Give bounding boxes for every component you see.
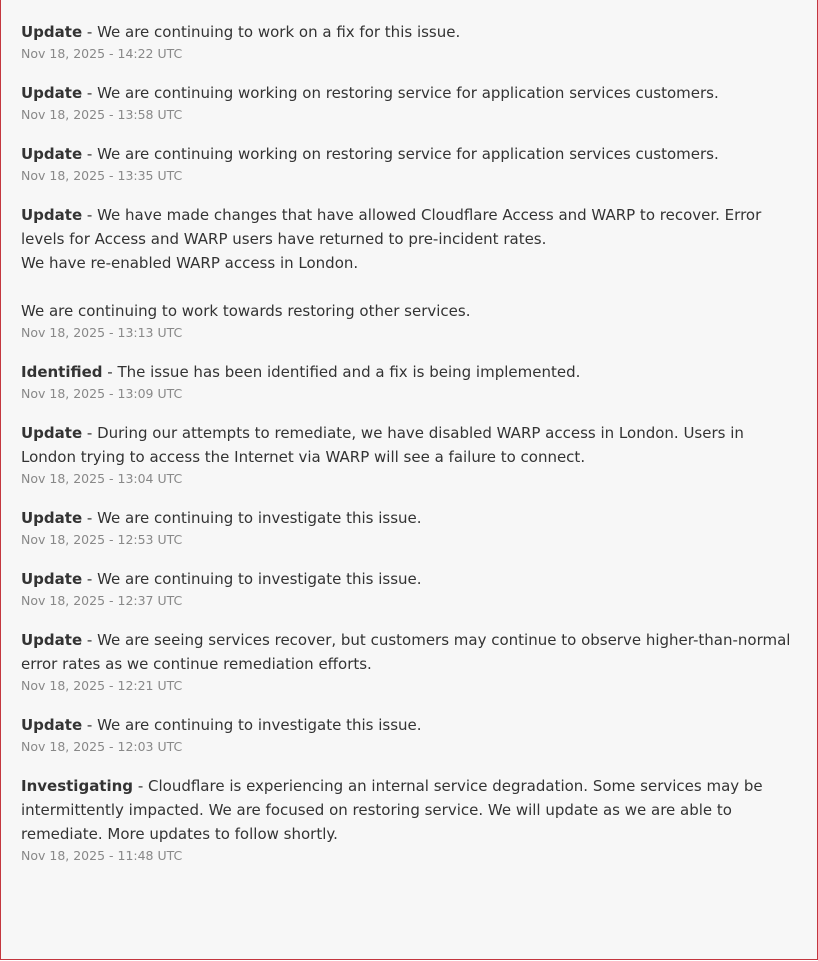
incident-update (21, 506, 799, 547)
update-message: We are continuing working on restoring service for application services customers. (97, 145, 719, 163)
update-message-line: We are continuing to work towards restoring other services. (21, 302, 471, 320)
update-body: Update - During our attempts to remediate, we have disabled WARP access in London. Users in London trying to access the Internet via WARP will see a failure to connect. (21, 424, 744, 466)
update-message: We have made changes that have allowed Cloudflare Access and WARP to recover. Error levels for Access and WARP users have returned to pre-incident rates. (21, 206, 762, 248)
update-body: Update - We are continuing working on restoring service for application services customers. (21, 145, 719, 163)
update-message: During our attempts to remediate, we have disabled WARP access in London. Users in London trying to access the Internet via WARP will see a failure to connect. (21, 424, 744, 466)
update-timestamp: Nov 18, 2025 - 12:37 UTC (21, 593, 183, 608)
update-message: We are continuing to work on a fix for this issue. (97, 23, 461, 41)
incident-update (21, 628, 799, 693)
update-status: Investigating (21, 777, 134, 795)
update-status: Update (21, 145, 83, 163)
update-body: Update - We are continuing working on restoring service for application services customers. (21, 84, 719, 102)
update-body: Investigating - Cloudflare is experiencing an internal service degradation. Some services may be intermittently impacted. We are focused on restoring service. We will update as we are able to remediate. More updates to follow shortly. (21, 777, 763, 843)
incident-update (21, 142, 799, 183)
incident-update (21, 421, 799, 486)
update-timestamp: Nov 18, 2025 - 13:04 UTC (21, 471, 183, 486)
update-status: Update (21, 206, 83, 224)
incident-update (21, 20, 799, 61)
incident-update (21, 81, 799, 122)
incident-update (21, 567, 799, 608)
update-timestamp: Nov 18, 2025 - 13:13 UTC (21, 325, 183, 340)
update-status: Update (21, 716, 83, 734)
incident-updates-list (21, 20, 799, 883)
update-status: Update (21, 570, 83, 588)
update-timestamp: Nov 18, 2025 - 13:09 UTC (21, 386, 183, 401)
update-body: Update - We are continuing to investigate this issue. (21, 570, 422, 588)
update-body: Update - We have made changes that have allowed Cloudflare Access and WARP to recover. Error levels for Access and WARP users have returned to pre-incident rates. We have re-enabled WARP access in London. We are continuing to work towards restoring other services. (21, 203, 799, 323)
update-message: We are continuing working on restoring service for application services customers. (97, 84, 719, 102)
incident-update (21, 360, 799, 401)
update-timestamp: Nov 18, 2025 - 13:58 UTC (21, 107, 183, 122)
update-timestamp: Nov 18, 2025 - 11:48 UTC (21, 848, 183, 863)
incident-update (21, 774, 799, 863)
update-timestamp: Nov 18, 2025 - 13:35 UTC (21, 168, 183, 183)
update-timestamp: Nov 18, 2025 - 12:03 UTC (21, 739, 183, 754)
update-status: Update (21, 23, 83, 41)
update-timestamp: Nov 18, 2025 - 14:22 UTC (21, 46, 183, 61)
update-message: We are continuing to investigate this issue. (97, 509, 422, 527)
update-timestamp: Nov 18, 2025 - 12:21 UTC (21, 678, 183, 693)
update-body: Identified - The issue has been identified and a fix is being implemented. (21, 363, 581, 381)
update-message: We are continuing to investigate this issue. (97, 716, 422, 734)
update-status: Update (21, 509, 83, 527)
update-message: We are seeing services recover, but customers may continue to observe higher-than-normal error rates as we continue remediation efforts. (21, 631, 791, 673)
update-body: Update - We are seeing services recover, but customers may continue to observe higher-than-normal error rates as we continue remediation efforts. (21, 631, 791, 673)
update-message: The issue has been identified and a fix is being implemented. (117, 363, 581, 381)
update-message: Cloudflare is experiencing an internal service degradation. Some services may be intermittently impacted. We are focused on restoring service. We will update as we are able to remediate. More updates to follow shortly. (21, 777, 763, 843)
update-status: Update (21, 424, 83, 442)
update-message-line: We have re-enabled WARP access in London. (21, 254, 359, 272)
update-body: Update - We are continuing to investigate this issue. (21, 716, 422, 734)
incident-update (21, 203, 799, 340)
update-body: Update - We are continuing to work on a fix for this issue. (21, 23, 461, 41)
update-body: Update - We are continuing to investigate this issue. (21, 509, 422, 527)
update-timestamp: Nov 18, 2025 - 12:53 UTC (21, 532, 183, 547)
update-message: We are continuing to investigate this issue. (97, 570, 422, 588)
update-status: Update (21, 84, 83, 102)
update-status: Update (21, 631, 83, 649)
update-status: Identified (21, 363, 103, 381)
incident-update (21, 713, 799, 754)
